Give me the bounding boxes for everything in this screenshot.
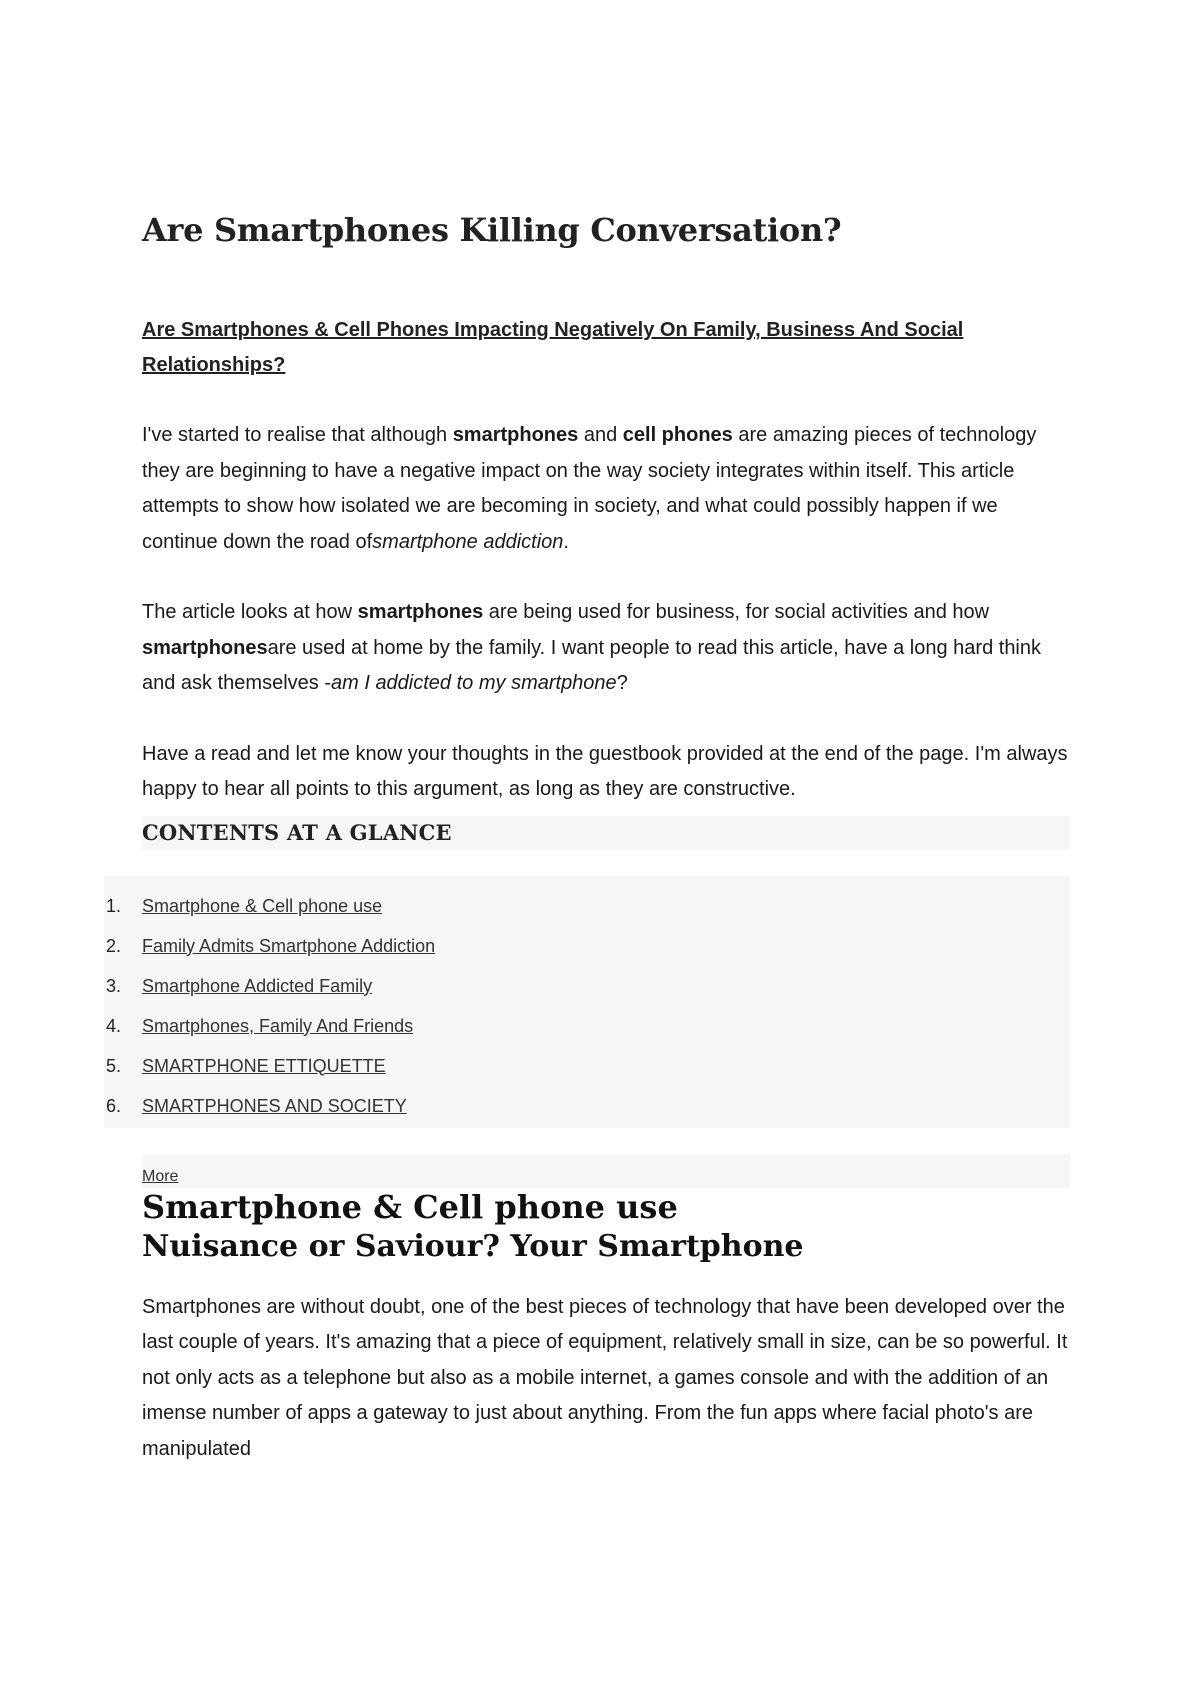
more-bar: [142, 1154, 1070, 1188]
section-title: Smartphone & Cell phone use: [142, 1187, 678, 1226]
intro-paragraph-1: [142, 418, 1070, 560]
italic-term: am I addicted to my smartphone: [330, 672, 617, 694]
more-link[interactable]: More: [142, 1167, 179, 1185]
contents-item: [104, 1086, 1070, 1126]
contents-link[interactable]: Family Admits Smartphone Addiction: [142, 935, 436, 956]
contents-item: [104, 966, 1070, 1006]
contents-item: [104, 926, 1070, 966]
section-subtitle: Nuisance or Saviour? Your Smartphone: [142, 1228, 804, 1264]
article-subtitle: Are Smartphones & Cell Phones Impacting Negatively On Family, Business And Social Relationships?: [142, 319, 964, 376]
contents-link[interactable]: Smartphones, Family And Friends: [142, 1015, 414, 1036]
bold-term: cell phones: [622, 424, 733, 446]
text-run: .: [563, 530, 569, 553]
text-run: are being used for business, for social activities and how: [483, 601, 990, 623]
bold-term: smartphones: [142, 636, 268, 659]
contents-item: [104, 886, 1070, 926]
section-body-paragraph: Smartphones are without doubt, one of the best pieces of technology that have been developed over the last couple of years. It's amazing that a piece of equipment, relatively small in size, can be so powerful. It not only acts as a telephone but also as a mobile internet, a games console and with the addition of an imense number of apps a gateway to just about anything. From the fun apps where facial photo's are manipulated: [142, 1295, 1068, 1460]
contents-item-number: 1.: [106, 895, 122, 916]
bold-term: smartphones: [357, 601, 484, 623]
contents-link[interactable]: SMARTPHONE ETTIQUETTE: [142, 1055, 386, 1076]
contents-list: [104, 876, 1070, 1128]
contents-link[interactable]: SMARTPHONES AND SOCIETY: [142, 1095, 407, 1116]
intro-paragraph-3: Have a read and let me know your thoughts in the guestbook provided at the end of the page. I'm always happy to hear all points to this argument, as long as they are constructive.: [142, 742, 1068, 800]
contents-link[interactable]: Smartphone & Cell phone use: [142, 895, 383, 916]
italic-term: smartphone addiction: [372, 530, 564, 553]
contents-link[interactable]: Smartphone Addicted Family: [142, 975, 373, 996]
text-run: and: [578, 424, 623, 446]
text-run: The article looks at how: [142, 601, 358, 623]
contents-ordered-list: [104, 886, 1070, 1126]
contents-item-number: 4.: [106, 1015, 122, 1036]
contents-item-number: 6.: [106, 1095, 122, 1116]
contents-item-number: 5.: [106, 1055, 122, 1076]
text-run: ?: [616, 672, 628, 694]
contents-header: CONTENTS AT A GLANCE: [142, 816, 1070, 850]
contents-item: [104, 1046, 1070, 1086]
contents-item-number: 3.: [106, 975, 122, 996]
article-title: Are Smartphones Killing Conversation?: [142, 211, 842, 249]
contents-item-number: 2.: [106, 935, 122, 956]
text-run: are amazing pieces of technology they are beginning to have a negative impact on the way society integrates within itself. This article attempts to show how isolated we are becoming in society, and what could possibly happen if we continue down the road of: [142, 424, 1037, 553]
article-page: [106, 210, 1070, 1467]
text-run: are used at home by the family. I want people to read this article, have a long hard think and ask themselves -: [142, 636, 1042, 694]
bold-term: smartphones: [452, 424, 579, 446]
contents-item: [104, 1006, 1070, 1046]
intro-paragraph-2: [142, 595, 1070, 702]
text-run: I've started to realise that although: [142, 424, 453, 446]
